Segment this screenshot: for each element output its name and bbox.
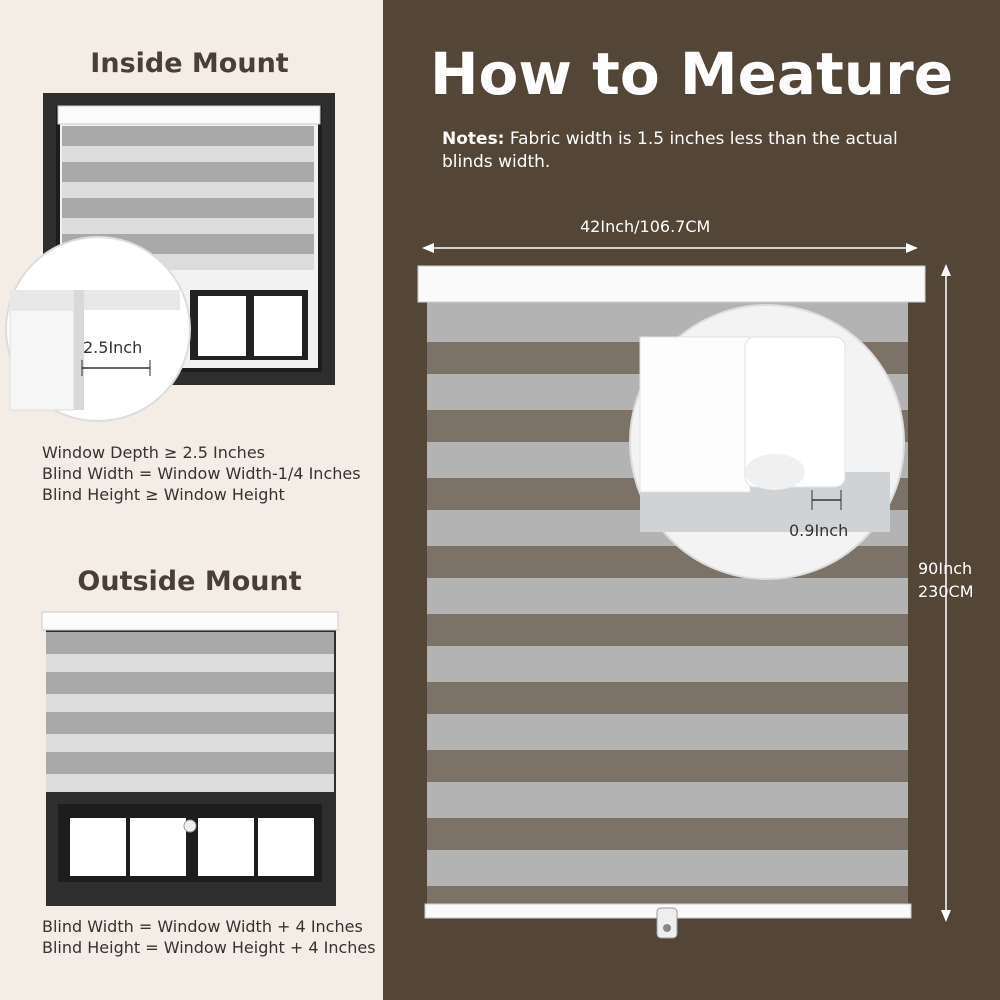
detail-label: 0.9Inch — [789, 521, 849, 540]
notes — [442, 128, 912, 174]
inside-mount-illustration — [0, 90, 383, 430]
height-label-1: 90Inch — [918, 559, 973, 578]
inside-spec-2: Blind Width = Window Width-1/4 Inches — [42, 464, 361, 483]
inside-mount-title: Inside Mount — [90, 48, 289, 79]
outside-mount-illustration — [0, 608, 383, 908]
outside-spec-2: Blind Height = Window Height + 4 Inches — [42, 938, 376, 957]
outside-spec-1: Blind Width = Window Width + 4 Inches — [42, 917, 363, 936]
large-blind-illustration — [415, 262, 1000, 952]
inside-spec-1: Window Depth ≥ 2.5 Inches — [42, 443, 265, 462]
notes-text: Fabric width is 1.5 inches less than the actual blinds width. — [442, 129, 898, 172]
depth-label: 2.5Inch — [83, 338, 143, 357]
outside-mount-title: Outside Mount — [77, 566, 302, 597]
inside-spec-3: Blind Height ≥ Window Height — [42, 485, 285, 504]
width-arrow — [420, 238, 920, 258]
notes-label: Notes: — [442, 129, 505, 149]
main-title: How to Meature — [429, 40, 954, 108]
height-label-2: 230CM — [918, 582, 974, 601]
width-label: 42Inch/106.7CM — [580, 217, 711, 236]
